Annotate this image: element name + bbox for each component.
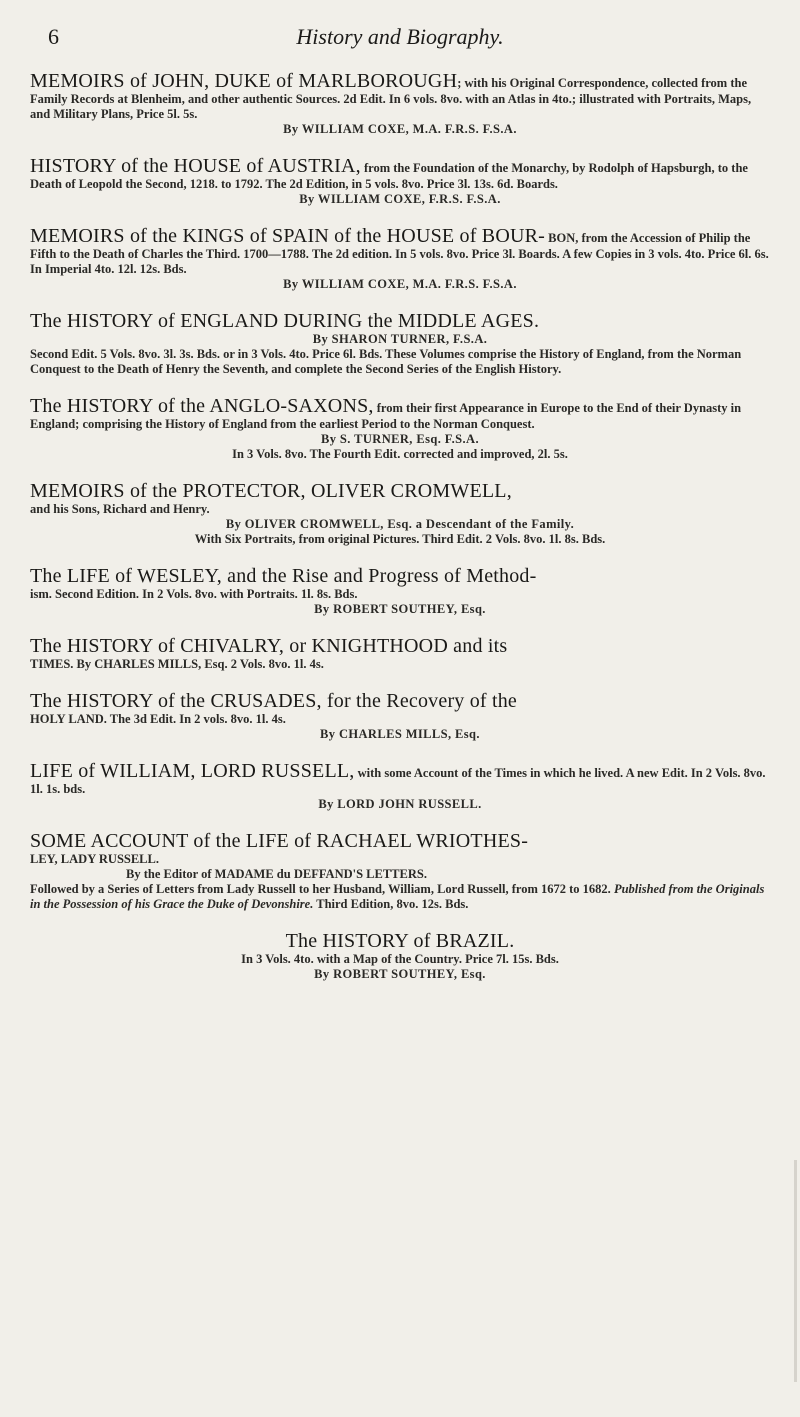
catalogue-entry: [30, 760, 770, 812]
entry-author: By CHARLES MILLS, Esq.: [320, 727, 480, 741]
entry-text-end: Third Edition, 8vo. 12s. Bds.: [316, 897, 469, 911]
entry-text: with some Account of the Times in which he lived. A new Edit. In 2 Vols. 8vo. 1l. 1s. bds.: [30, 766, 766, 796]
catalogue-entry: [30, 155, 770, 207]
entry-title: HISTORY of the HOUSE of AUSTRIA,: [30, 155, 361, 177]
entry-text: ism. Second Edition. In 2 Vols. 8vo. with Portraits. 1l. 8s. Bds.: [30, 587, 358, 601]
entry-text-italic: Published from the Originals in the Possession of his Grace the Duke of Devonshire.: [30, 882, 765, 911]
catalogue-entry: [30, 635, 770, 672]
entry-title: The HISTORY of ENGLAND DURING the MIDDLE AGES.: [30, 310, 540, 332]
entry-author: By WILLIAM COXE, M.A. F.R.S. F.S.A.: [283, 277, 517, 291]
entry-author: By LORD JOHN RUSSELL.: [318, 797, 482, 811]
entry-title: The HISTORY of CHIVALRY, or KNIGHTHOOD and its: [30, 635, 508, 657]
entry-text: LEY, LADY RUSSELL.: [30, 852, 159, 866]
catalogue-entry: [30, 930, 770, 982]
entry-text-continued: Followed by a Series of Letters from Lady Russell to her Husband, William, Lord Russell, from 1672 to 1682.: [30, 882, 611, 896]
entry-title: MEMOIRS of the KINGS of SPAIN of the HOUSE of BOUR-: [30, 225, 546, 247]
entry-title: The LIFE of WESLEY, and the Rise and Progress of Method-: [30, 565, 537, 587]
entry-title: MEMOIRS of the PROTECTOR, OLIVER CROMWELL,: [30, 480, 512, 502]
entry-title: LIFE of WILLIAM, LORD RUSSELL,: [30, 760, 355, 782]
catalogue-entry: [30, 70, 770, 137]
entry-text: TIMES. By CHARLES MILLS, Esq. 2 Vols. 8vo. 1l. 4s.: [30, 657, 324, 671]
entry-text: HOLY LAND. The 3d Edit. In 2 vols. 8vo. 1l. 4s.: [30, 712, 286, 726]
catalogue-entry: [30, 480, 770, 547]
catalogue-page: [30, 0, 770, 982]
entry-text: ; with his Original Correspondence, collected from the Family Records at Blenheim, and other authentic Sources. 2d Edit. In 6 vols. 8vo. with an Atlas in 4to.; illustrated with Portraits, Maps, and Military Plans, Price 5l. 5s.: [30, 76, 752, 121]
entry-title: The HISTORY of the ANGLO-SAXONS,: [30, 395, 374, 417]
entry-author: By S. TURNER, Esq. F.S.A.: [321, 432, 479, 446]
entry-edition: With Six Portraits, from original Pictures. Third Edit. 2 Vols. 8vo. 1l. 8s. Bds.: [194, 532, 606, 546]
entry-author: By WILLIAM COXE, M.A. F.R.S. F.S.A.: [283, 122, 517, 136]
entry-title: MEMOIRS of JOHN, DUKE of MARLBOROUGH: [30, 70, 458, 92]
entry-edition: In 3 Vols. 4to. with a Map of the Country. Price 7l. 15s. Bds.: [241, 952, 559, 966]
entry-text: from the Foundation of the Monarchy, by Rodolph of Hapsburgh, to the Death of Leopold the Second, 1218. to 1792. The 2d Edition, in 5 vols. 8vo. Price 3l. 13s. 6d. Boards.: [30, 161, 748, 191]
entry-title: SOME ACCOUNT of the LIFE of RACHAEL WRIOTHES-: [30, 830, 529, 852]
running-title: History and Biography.: [296, 24, 504, 49]
entry-title: The HISTORY of the CRUSADES, for the Recovery of the: [30, 690, 518, 712]
entry-text: from their first Appearance in Europe to the End of their Dynasty in England; comprising the History of England from the earliest Period to the Norman Conquest.: [30, 401, 742, 431]
entry-author: By ROBERT SOUTHEY, Esq.: [314, 602, 486, 616]
catalogue-entry: [30, 395, 770, 462]
catalogue-entry: [30, 565, 770, 617]
page-header: [30, 22, 770, 62]
entry-text: BON, from the Accession of Philip the Fifth to the Death of Charles the Third. 1700—1788. The 2d edition. In 5 vols. 8vo. Price 3l. Boards. A few Copies in 3 vols. 4to. Price 6l. 6s. In Imperial 4to. 12l. 12s. Bds.: [30, 231, 769, 276]
catalogue-entry: [30, 225, 770, 292]
entry-author: By SHARON TURNER, F.S.A.: [312, 332, 488, 346]
page-number: 6: [48, 24, 59, 49]
entry-text: Second Edit. 5 Vols. 8vo. 3l. 3s. Bds. or in 3 Vols. 4to. Price 6l. Bds. These Volumes comprise the History of England, from the Norman Conquest to the Death of Henry the Seventh, and complete the Second Series of the English History.: [30, 347, 742, 376]
entry-edition: In 3 Vols. 8vo. The Fourth Edit. corrected and improved, 2l. 5s.: [232, 447, 568, 461]
entry-text: and his Sons, Richard and Henry.: [30, 502, 210, 516]
catalogue-entry: [30, 310, 770, 377]
entry-author: By the Editor of MADAME du DEFFAND'S LETTERS.: [126, 867, 427, 881]
page-edge-shadow: [794, 1160, 797, 1382]
entry-author: By ROBERT SOUTHEY, Esq.: [314, 967, 486, 981]
entry-author: By OLIVER CROMWELL, Esq. a Descendant of the Family.: [225, 517, 575, 531]
catalogue-entry: [30, 830, 770, 912]
entry-title: The HISTORY of BRAZIL.: [285, 930, 515, 952]
catalogue-entry: [30, 690, 770, 742]
entry-author: By WILLIAM COXE, F.R.S. F.S.A.: [299, 192, 501, 206]
